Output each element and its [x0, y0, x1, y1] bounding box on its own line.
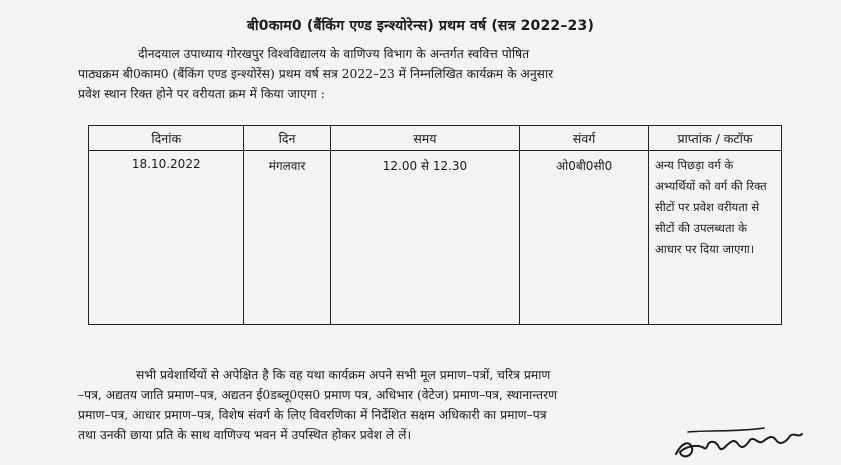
notice-title: बी0काम0 (बैंकिंग एण्ड इन्श्योरेन्स) प्रथम वर्ष (सत्र 2022–23): [246, 18, 595, 34]
header-date: दिनांक: [89, 126, 244, 151]
footer-line: सभी प्रवेशार्थियों से अपेक्षित है कि वह यथा कार्यक्रम अपने सभी मूल प्रमाण–पत्रों, चरित्र प्रमाण: [136, 368, 551, 382]
header-cutoff: प्राप्तांक / कटॉफ: [649, 126, 782, 151]
cell-category: ओ0बी0सी0: [520, 151, 649, 325]
footer-line: तथा उनकी छाया प्रति के साथ वाणिज्य भवन में उपस्थित होकर प्रवेश ले लें।: [78, 428, 412, 442]
header-day: दिन: [244, 126, 330, 151]
schedule-table: [88, 125, 782, 325]
table-row: [89, 151, 782, 325]
footer-line: प्रमाण–पत्र, आधार प्रमाण–पत्र, विशेष संवर्ग के लिए विवरणिका में निर्देशित सक्षम अधिकारी का प्रमाण–पत्र: [78, 408, 547, 422]
footer-line: –पत्र, अद्यतय जाति प्रमाण–पत्र, अद्यतन ई0डब्लू0एस0 प्रमाण पत्र, अधिभार (वेटेज) प्रमाण–पत्र, स्थानान्तरण: [78, 388, 558, 402]
table-header-row: [89, 126, 782, 151]
header-time: समय: [330, 126, 520, 151]
handwritten-signature: [668, 420, 808, 465]
cell-date: 18.10.2022: [89, 151, 244, 325]
cell-time: 12.00 से 12.30: [330, 151, 520, 325]
cell-day: मंगलवार: [244, 151, 330, 325]
intro-paragraph: [78, 44, 778, 104]
intro-line: पाठ्यक्रम बी0काम0 (बैंकिंग एण्ड इन्श्योरेंस) प्रथम वर्ष सत्र 2022–23 में निम्नलिखित कार्यक्रम के अनुसार: [78, 67, 554, 81]
intro-line: प्रवेश स्थान रिक्त होने पर वरीयता क्रम में किया जाएगा :: [78, 87, 325, 101]
header-category: संवर्ग: [520, 126, 649, 151]
cell-remark: अन्य पिछड़ा वर्ग के अभ्यर्थियों को वर्ग की रिक्त सीटों पर प्रवेश वरीयता से सीटों की उपलब्धता के आधार पर दिया जाएगा।: [649, 151, 782, 325]
intro-line: दीनदयाल उपाध्याय गोरखपुर विश्वविद्यालय के वाणिज्य विभाग के अन्तर्गत स्ववित्त पोषित: [138, 47, 530, 61]
